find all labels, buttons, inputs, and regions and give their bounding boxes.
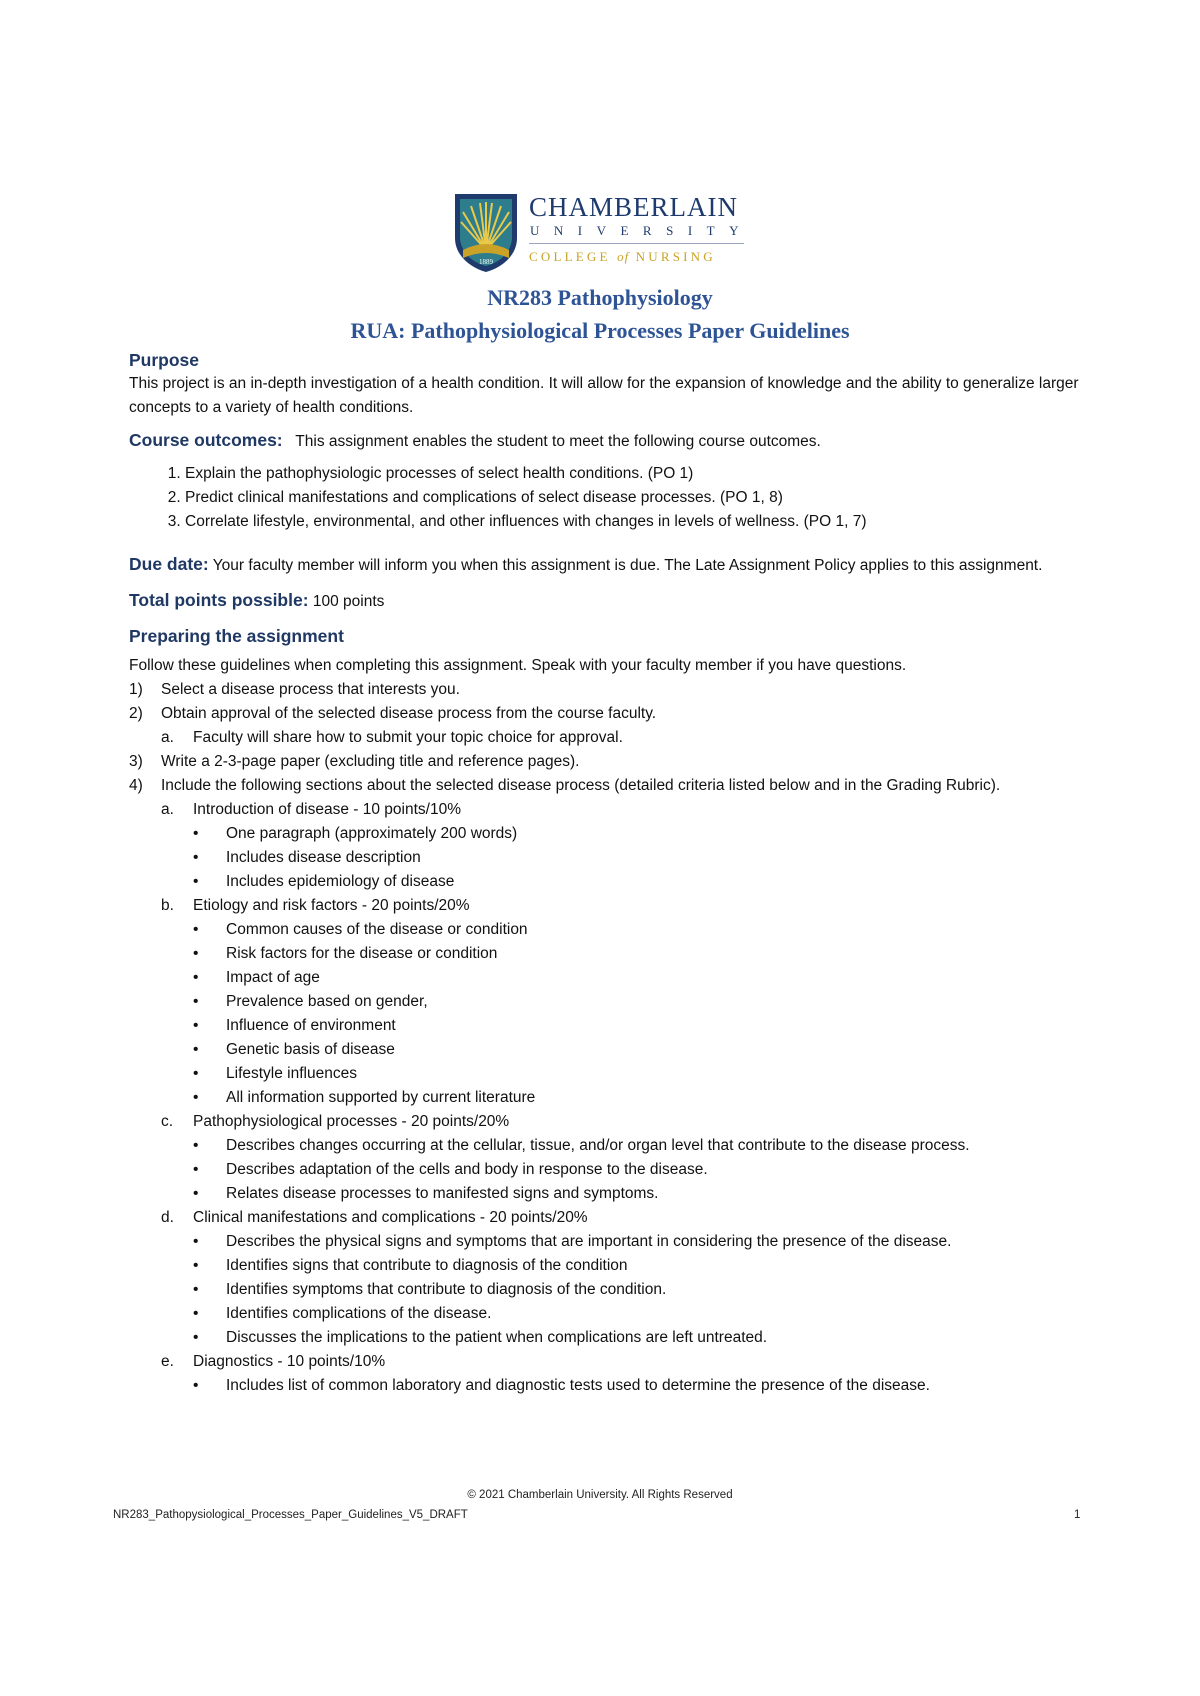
list-item: • All information supported by current literature (193, 1089, 536, 1106)
step-3: 3) Write a 2-3-page paper (excluding title and reference pages). (129, 753, 580, 770)
list-item: • Describes adaptation of the cells and body in response to the disease. (193, 1161, 708, 1178)
section-pathophysiological-processes: c. Pathophysiological processes - 20 points/20% (161, 1113, 510, 1130)
section-diagnostics: e. Diagnostics - 10 points/10% (161, 1353, 386, 1370)
total-points-heading: Total points possible: (129, 590, 309, 610)
list-item: • Discusses the implications to the patient when complications are left untreated. (193, 1329, 768, 1346)
list-item: • Genetic basis of disease (193, 1041, 395, 1058)
step-4: 4) Include the following sections about the selected disease process (detailed criteria listed below and in the Grading Rubric). (129, 777, 1001, 794)
document-body (129, 348, 1079, 1398)
list-item: 2. Predict clinical manifestations and complications of select disease processes. (PO 1, 8) (185, 486, 1079, 510)
step-2: 2) Obtain approval of the selected disease process from the course faculty. (129, 705, 657, 722)
preparing-intro: Follow these guidelines when completing this assignment. Speak with your faculty member if you have questions. (129, 657, 907, 674)
logo-rule (529, 243, 744, 244)
list-item: 1. Explain the pathophysiologic processes of select health conditions. (PO 1) (185, 462, 1079, 486)
list-item: 3. Correlate lifestyle, environmental, and other influences with changes in levels of wellness. (PO 1, 7) (185, 510, 1079, 534)
footer-copyright: © 2021 Chamberlain University. All Rights Reserved (467, 1489, 733, 1501)
list-item: • Identifies symptoms that contribute to diagnosis of the condition. (193, 1281, 667, 1298)
due-date-paragraph (129, 552, 1079, 578)
section-etiology: b. Etiology and risk factors - 20 points/20% (161, 897, 470, 914)
preparing-heading: Preparing the assignment (129, 626, 344, 646)
list-item: • Lifestyle influences (193, 1065, 357, 1082)
due-date-heading: Due date: (129, 554, 209, 574)
footer-filename: NR283_Pathopysiological_Processes_Paper_Guidelines_V5_DRAFT (113, 1509, 468, 1521)
list-item: • Impact of age (193, 969, 320, 986)
section-clinical-manifestations: d. Clinical manifestations and complications - 20 points/20% (161, 1209, 588, 1226)
course-outcomes-intro: This assignment enables the student to meet the following course outcomes. (295, 433, 821, 450)
course-outcomes-heading: Course outcomes: (129, 430, 283, 450)
list-item: • Includes disease description (193, 849, 421, 866)
logo-college: COLLEGE of NURSING (529, 249, 716, 264)
list-item: • Identifies complications of the disease. (193, 1305, 492, 1322)
total-points-line (129, 588, 1079, 614)
due-date-text: Your faculty member will inform you when this assignment is due. The Late Assignment Policy applies to this assignment. (212, 557, 1043, 574)
list-item: • Common causes of the disease or condition (193, 921, 528, 938)
list-item: • Includes epidemiology of disease (193, 873, 455, 890)
purpose-heading: Purpose (129, 350, 200, 370)
list-item: • Describes the physical signs and symptoms that are important in considering the presence of the disease. (193, 1233, 952, 1250)
step-2a: a. Faculty will share how to submit your topic choice for approval. (161, 729, 623, 746)
list-item: • Prevalence based on gender, (193, 993, 428, 1010)
page-number: 1 (1074, 1509, 1081, 1521)
list-item: • Risk factors for the disease or condition (193, 945, 498, 962)
list-item: • Describes changes occurring at the cellular, tissue, and/or organ level that contribute to the disease process. (193, 1137, 970, 1154)
document-title: NR283 Pathophysiology (487, 285, 713, 310)
logo-subtitle: UNIVERSITY (530, 223, 753, 238)
purpose-text: This project is an in-depth investigation of a health condition. It will allow for the expansion of knowledge and the ability to generalize larger concepts to a variety of health conditions. (129, 375, 1079, 416)
university-logo (453, 192, 753, 274)
list-item: • One paragraph (approximately 200 words) (193, 825, 518, 842)
list-item: • Includes list of common laboratory and diagnostic tests used to determine the presence of the disease. (193, 1377, 930, 1394)
document-subtitle: RUA: Pathophysiological Processes Paper Guidelines (350, 318, 850, 343)
course-outcomes-list (129, 462, 1079, 534)
logo-name: CHAMBERLAIN (529, 192, 739, 222)
svg-text:1889: 1889 (479, 258, 493, 266)
step-1: 1) Select a disease process that interests you. (129, 681, 460, 698)
logo-wordmark (529, 192, 753, 265)
shield-icon (453, 192, 519, 274)
list-item: • Identifies signs that contribute to diagnosis of the condition (193, 1257, 628, 1274)
total-points-text: 100 points (312, 593, 385, 610)
section-introduction: a. Introduction of disease - 10 points/10% (161, 801, 461, 818)
course-outcomes-line (129, 428, 1079, 454)
list-item: • Relates disease processes to manifested signs and symptoms. (193, 1185, 659, 1202)
list-item: • Influence of environment (193, 1017, 396, 1034)
